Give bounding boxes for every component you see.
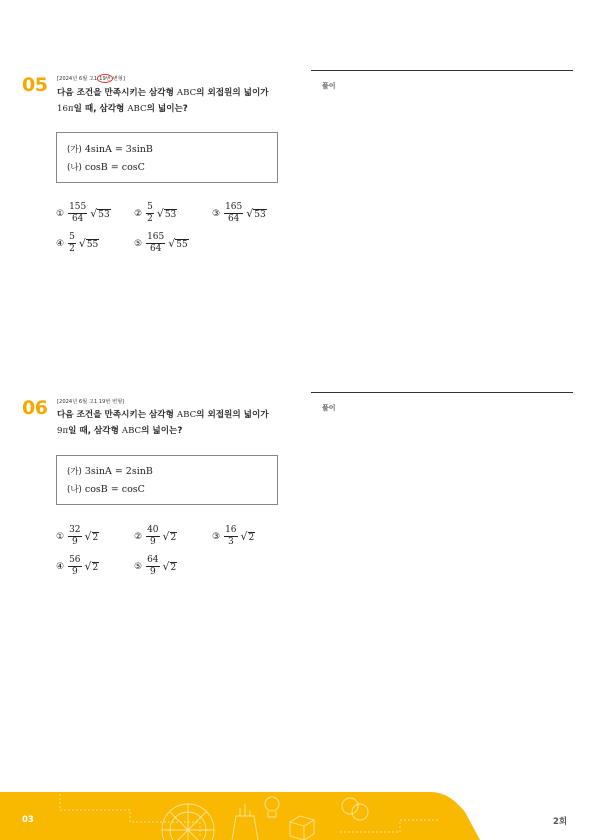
radicand: 2 <box>248 532 255 543</box>
numerator: 5 <box>69 232 75 242</box>
radical-sign: √ <box>162 560 170 573</box>
problem-source <box>57 398 124 405</box>
square-root <box>163 560 178 573</box>
stem-math: ABC <box>176 88 197 98</box>
radicand: 53 <box>254 209 266 220</box>
numerator: 5 <box>147 202 153 212</box>
stem-text: 다음 조건을 만족시키는 삼각형 <box>57 88 177 98</box>
problem-stem <box>57 407 269 439</box>
problem-number: 06 <box>22 397 48 419</box>
stem-math: 9π <box>57 426 69 436</box>
source-suffix: 변형] <box>112 399 125 405</box>
stem-text: 다음 조건을 만족시키는 삼각형 <box>57 410 177 420</box>
denominator: 9 <box>71 537 78 547</box>
numerator: 155 <box>69 202 87 212</box>
condition-expr: cosB = cosC <box>84 484 145 495</box>
fraction <box>224 525 237 548</box>
fraction <box>224 202 243 225</box>
condition-box <box>56 455 278 505</box>
square-root <box>85 560 100 573</box>
solution-divider <box>311 392 573 393</box>
condition-expr: 3sinA = 2sinB <box>84 466 153 477</box>
condition-expr: cosB = cosC <box>84 162 145 173</box>
denominator: 64 <box>71 214 84 224</box>
answer-choice[interactable] <box>56 525 99 548</box>
choice-number: ② <box>134 208 143 219</box>
stem-text: 의 넓이는? <box>146 104 188 114</box>
fraction <box>146 202 154 225</box>
condition-list <box>67 141 153 177</box>
denominator: 64 <box>227 214 240 224</box>
radical-sign: √ <box>90 207 98 220</box>
choice-number: ① <box>56 531 65 542</box>
fraction <box>68 202 87 225</box>
answer-choice[interactable] <box>134 555 177 578</box>
square-root <box>157 207 177 220</box>
square-root <box>246 207 266 220</box>
square-root <box>85 530 100 543</box>
square-root <box>79 237 99 250</box>
radicand: 2 <box>92 532 99 543</box>
condition-box <box>56 132 278 183</box>
radicand: 2 <box>170 562 177 573</box>
condition-label: (가) <box>67 467 82 477</box>
answer-choice[interactable] <box>134 525 177 548</box>
condition-label: (나) <box>67 163 82 173</box>
stem-math: 16π <box>57 104 74 114</box>
radical-sign: √ <box>240 530 248 543</box>
stem-text: 의 외접원의 넓이가 <box>196 410 269 420</box>
denominator: 64 <box>149 244 162 254</box>
source-prefix: [2024년 6월 고1 <box>57 76 98 82</box>
radical-sign: √ <box>162 530 170 543</box>
condition-item <box>67 481 153 499</box>
choice-number: ④ <box>56 238 65 249</box>
condition-label: (가) <box>67 145 82 155</box>
radicand: 55 <box>176 239 188 250</box>
choice-number: ⑤ <box>134 561 143 572</box>
problem-source <box>57 74 125 83</box>
radicand: 53 <box>164 209 177 220</box>
footer-band <box>0 792 593 840</box>
answer-choice[interactable] <box>212 525 255 548</box>
fraction <box>146 232 165 255</box>
stem-text: 의 외접원의 넓이가 <box>196 88 269 98</box>
numerator: 56 <box>69 555 81 565</box>
square-root <box>168 237 188 250</box>
stem-text: 일 때, 삼각형 <box>68 426 122 436</box>
choice-number: ③ <box>212 531 221 542</box>
numerator: 64 <box>147 555 159 565</box>
condition-item <box>67 463 153 481</box>
radicand: 2 <box>92 562 99 573</box>
problem-number: 05 <box>22 74 48 96</box>
fraction <box>146 525 159 548</box>
square-root <box>241 530 256 543</box>
numerator: 165 <box>225 202 243 212</box>
radicand: 2 <box>170 532 177 543</box>
denominator: 9 <box>149 567 156 577</box>
numerator: 40 <box>147 525 159 535</box>
stem-math: ABC <box>176 410 197 420</box>
square-root <box>90 207 110 220</box>
choice-number: ③ <box>212 208 221 219</box>
numerator: 32 <box>69 525 81 535</box>
source-suffix: 변형] <box>112 76 125 82</box>
radical-sign: √ <box>84 560 92 573</box>
condition-item <box>67 141 153 159</box>
radical-sign: √ <box>78 237 86 250</box>
radical-sign: √ <box>84 530 92 543</box>
choice-number: ④ <box>56 561 65 572</box>
condition-expr: 4sinA = 3sinB <box>84 144 153 155</box>
answer-choice[interactable] <box>56 232 99 255</box>
answer-choice[interactable] <box>134 202 177 225</box>
answer-choice[interactable] <box>56 202 111 225</box>
radical-sign: √ <box>168 237 176 250</box>
condition-item <box>67 159 153 177</box>
condition-label: (나) <box>67 485 82 495</box>
condition-list <box>67 463 153 499</box>
answer-choice[interactable] <box>134 232 189 255</box>
denominator: 3 <box>227 537 234 547</box>
solution-label: 풀이 <box>322 82 336 90</box>
episode-label: 2회 <box>553 817 568 827</box>
radical-sign: √ <box>246 207 254 220</box>
choice-number: ① <box>56 208 65 219</box>
problem-stem <box>57 85 269 117</box>
stem-text: 일 때, 삼각형 <box>73 104 128 114</box>
radicand: 53 <box>98 209 110 220</box>
answer-choice[interactable] <box>56 555 99 578</box>
numerator: 165 <box>147 232 165 242</box>
solution-divider <box>311 70 573 71</box>
stem-text: 의 넓이는? <box>141 426 183 436</box>
fraction <box>68 232 76 255</box>
denominator: 2 <box>69 244 75 254</box>
page-number: 03 <box>22 815 34 825</box>
radicand: 55 <box>86 239 99 250</box>
choice-number: ② <box>134 531 143 542</box>
choice-number: ⑤ <box>134 238 143 249</box>
radical-sign: √ <box>156 207 164 220</box>
denominator: 9 <box>71 567 78 577</box>
answer-choice[interactable] <box>212 202 267 225</box>
numerator: 16 <box>225 525 237 535</box>
fraction <box>68 555 81 578</box>
denominator: 9 <box>149 537 156 547</box>
fraction <box>68 525 81 548</box>
stem-math: ABC <box>121 426 142 436</box>
stem-math: ABC <box>127 104 147 114</box>
denominator: 2 <box>147 214 153 224</box>
square-root <box>163 530 178 543</box>
circled-number: 19번 <box>99 76 111 82</box>
solution-label: 풀이 <box>322 404 336 412</box>
source-prefix: [2024년 6월 고1 19번 <box>57 399 113 405</box>
fraction <box>146 555 159 578</box>
